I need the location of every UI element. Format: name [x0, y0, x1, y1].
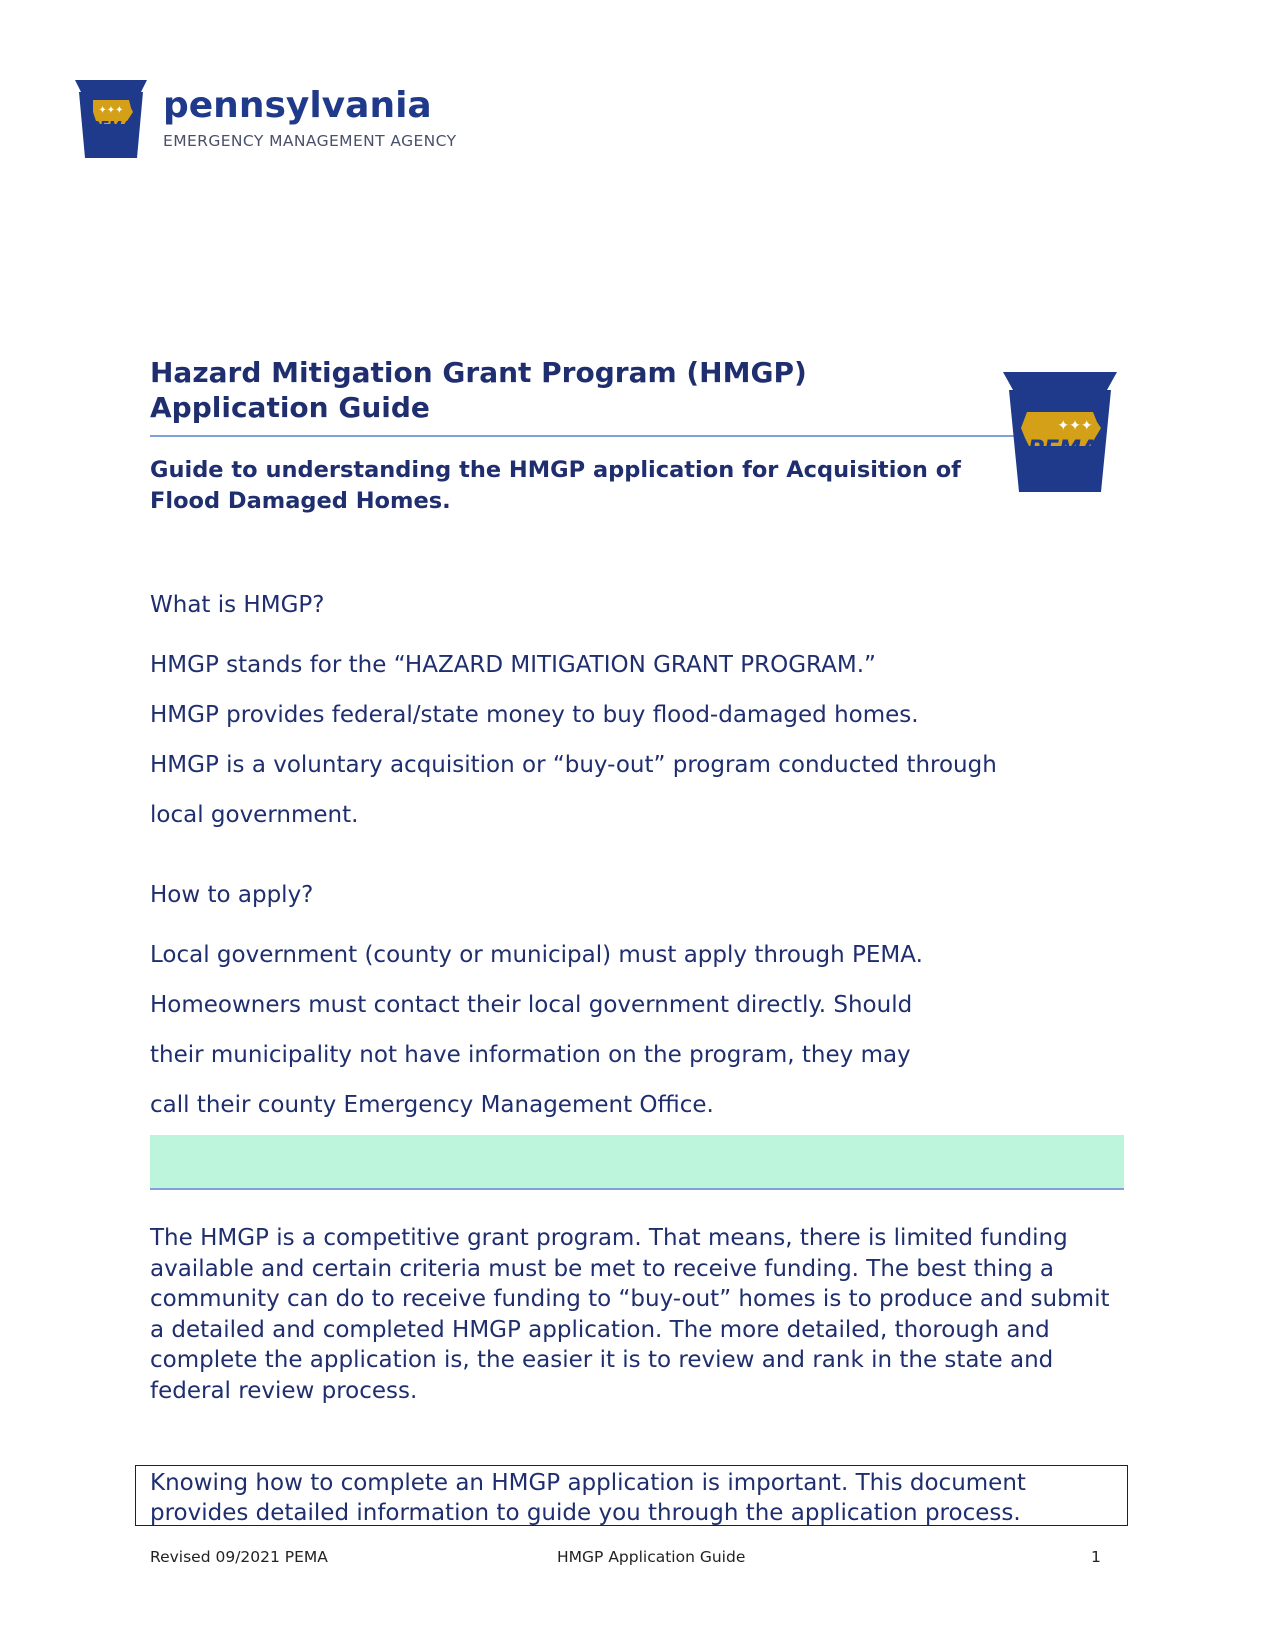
how-line: Local government (county or municipal) must apply through PEMA.	[150, 942, 923, 968]
page-number: 1	[1091, 1548, 1101, 1566]
logo-badge-text: PEMA	[90, 120, 132, 135]
highlight-band	[150, 1135, 1124, 1190]
title-line-2: Application Guide	[150, 391, 430, 424]
competitive-paragraph: The HMGP is a competitive grant program. That means, there is limited funding available and certain criteria must be met to receive funding. The best thing a community can do to receive funding to “buy-out” homes is to produce and submit a detailed and completed HMGP application. The more detailed, thorough and complete the application is, the easier it is to review and rank in the state and federal review process.	[150, 1225, 1110, 1404]
pema-keystone-emblem	[995, 370, 1125, 495]
how-line: Homeowners must contact their local government directly. Should	[150, 992, 913, 1018]
how-line: call their county Emergency Management Office.	[150, 1092, 714, 1118]
footer-document-name: HMGP Application Guide	[557, 1548, 746, 1566]
title-divider	[150, 435, 1020, 437]
logo-stars: ✦✦✦	[98, 105, 124, 116]
section-heading-what: What is HMGP?	[150, 592, 325, 618]
logo-subtitle: EMERGENCY MANAGEMENT AGENCY	[163, 132, 457, 150]
section-heading-how: How to apply?	[150, 882, 314, 908]
emblem-badge-text: PEMA	[1027, 437, 1099, 462]
what-line: local government.	[150, 802, 359, 828]
how-line: their municipality not have information on the program, they may	[150, 1042, 911, 1068]
what-line: HMGP stands for the “HAZARD MITIGATION GRANT PROGRAM.”	[150, 652, 876, 678]
callout-box	[135, 1465, 1128, 1526]
pema-keystone-logo	[71, 78, 151, 160]
document-title	[150, 355, 930, 425]
footer-revision: Revised 09/2021 PEMA	[150, 1548, 328, 1566]
what-line: HMGP is a voluntary acquisition or “buy-out” program conducted through	[150, 752, 997, 778]
emblem-stars: ✦✦✦	[1057, 418, 1093, 434]
document-subtitle: Guide to understanding the HMGP application for Acquisition of Flood Damaged Homes.	[150, 457, 961, 514]
what-line: HMGP provides federal/state money to buy flood-damaged homes.	[150, 702, 919, 728]
callout-text: Knowing how to complete an HMGP application is important. This document provides detailed information to guide you through the application process.	[150, 1470, 1026, 1526]
logo-wordmark: pennsylvania	[163, 85, 432, 126]
title-line-1: Hazard Mitigation Grant Program (HMGP)	[150, 356, 807, 389]
